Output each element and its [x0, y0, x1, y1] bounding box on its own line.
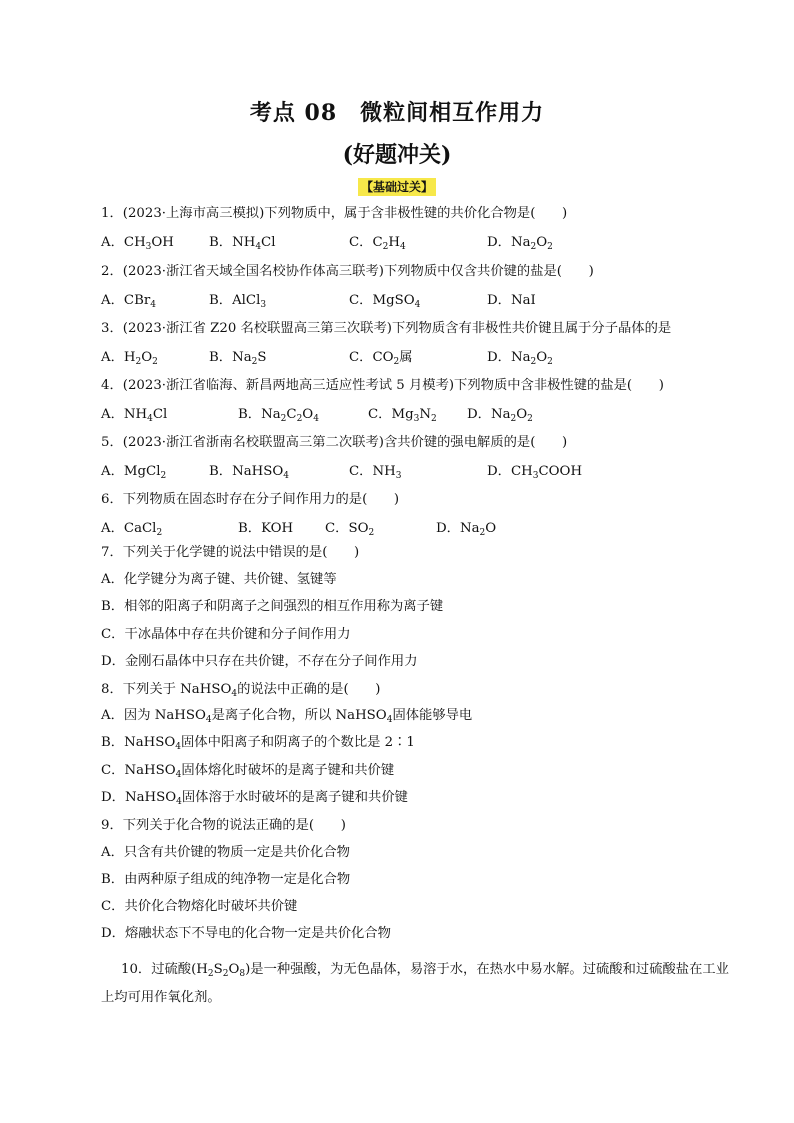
- question-2-option-b: B．AlCl$_3$: [209, 293, 267, 310]
- question-6-stem: 6．下列物质在固态时存在分子间作用力的是( ): [101, 492, 400, 507]
- question-8-option-a: A．因为 NaHSO$_4$是离子化合物，所以 NaHSO$_4$固体能够导电: [101, 708, 473, 725]
- question-7-option-b: B．相邻的阳离子和阴离子之间强烈的相互作用称为离子键: [101, 599, 444, 614]
- question-8-option-d: D．NaHSO$_4$固体溶于水时破坏的是离子键和共价键: [101, 790, 408, 807]
- section-tag: 【基础过关】: [358, 178, 436, 196]
- question-8-stem: 8．下列关于 NaHSO$_4$的说法中正确的是( ): [101, 682, 381, 699]
- question-10: 10．过硫酸$(H_2S_2O_8)$是一种强酸，为无色晶体，易溶于水，在热水中易水解。过硫酸和过硫酸盐在工业上均可用作氧化剂。: [101, 962, 729, 1005]
- question-9-stem: 9．下列关于化合物的说法正确的是( ): [101, 818, 346, 833]
- page-title: 考点 08 微粒间相互作用力: [249, 100, 545, 126]
- question-5-option-c: C．$NH_3$: [349, 464, 402, 481]
- question-4-option-b: B．$Na_2C_2O_4$: [238, 407, 319, 424]
- question-2-option-c: C．MgSO$_4$: [349, 293, 421, 310]
- question-7-option-c: C．干冰晶体中存在共价键和分子间作用力: [101, 627, 351, 642]
- question-9-option-d: D．熔融状态下不导电的化合物一定是共价化合物: [101, 926, 391, 941]
- question-5-stem: 5．(2023·浙江省浙南名校联盟高三第二次联考)含共价键的强电解质的是( ): [101, 435, 568, 450]
- question-9-option-c: C．共价化合物熔化时破坏共价键: [101, 899, 298, 914]
- question-8-option-b: B．NaHSO$_4$固体中阳离子和阴离子的个数比是 2∶1: [101, 735, 415, 752]
- question-4-option-a: A．$NH_4Cl$: [101, 407, 168, 424]
- question-3-option-a: A．$H_2O_2$: [101, 350, 158, 367]
- question-3-option-b: B．$Na_2S$: [209, 350, 267, 367]
- question-4-option-d: D．$Na_2O_2$: [467, 407, 533, 424]
- question-7-stem: 7．下列关于化学键的说法中错误的是( ): [101, 545, 360, 560]
- question-2-stem: 2．(2023·浙江省天域全国名校协作体高三联考)下列物质中仅含共价键的盐是( ): [101, 264, 594, 279]
- question-3-option-d: D．$Na_2O_2$: [487, 350, 553, 367]
- question-7-option-d: D．金刚石晶体中只存在共价键，不存在分子间作用力: [101, 654, 418, 669]
- question-1-option-d: D．$Na_2O_2$: [487, 235, 553, 252]
- question-3-stem: 3．(2023·浙江省 Z20 名校联盟高三第三次联考)下列物质含有非极性共价键且属于分子晶体的是: [101, 321, 672, 336]
- question-7-option-a: A．化学键分为离子键、共价键、氢键等: [101, 572, 337, 587]
- question-2-option-a: A．CBr$_4$: [101, 293, 156, 310]
- page-subtitle: (好题冲关): [342, 142, 452, 168]
- question-1-option-a: A．$CH_3OH$: [101, 235, 174, 252]
- question-6-option-a: A．CaCl$_2$: [101, 521, 163, 538]
- question-4-option-c: C．$Mg_3N_2$: [368, 407, 437, 424]
- section-tag-wrap: [0, 176, 794, 196]
- question-9-option-a: A．只含有共价键的物质一定是共价化合物: [101, 845, 350, 860]
- question-8-option-c: C．NaHSO$_4$固体熔化时破坏的是离子键和共价键: [101, 763, 395, 780]
- question-6-option-d: D．$Na_2O$: [436, 521, 497, 538]
- question-5-option-a: A．MgCl$_2$: [101, 464, 167, 481]
- question-3-option-c: C．$CO_2$属: [349, 350, 413, 367]
- question-5-option-b: B．NaHSO$_4$: [209, 464, 289, 481]
- question-1-stem: 1．(2023·上海市高三模拟)下列物质中，属于含非极性键的共价化合物是( ): [101, 206, 568, 221]
- question-9-option-b: B．由两种原子组成的纯净物一定是化合物: [101, 872, 351, 887]
- question-1-option-c: C．$C_2H_4$: [349, 235, 406, 252]
- question-6-option-b: B．KOH: [238, 521, 294, 536]
- question-2-option-d: D．NaI: [487, 293, 536, 308]
- question-1-option-b: B．$NH_4Cl$: [209, 235, 276, 252]
- question-6-option-c: C．$SO_2$: [325, 521, 375, 538]
- question-5-option-d: D．$CH_3COOH$: [487, 464, 583, 481]
- question-4-stem: 4．(2023·浙江省临海、新昌两地高三适应性考试 5 月模考)下列物质中含非极性键的盐是( ): [101, 378, 664, 393]
